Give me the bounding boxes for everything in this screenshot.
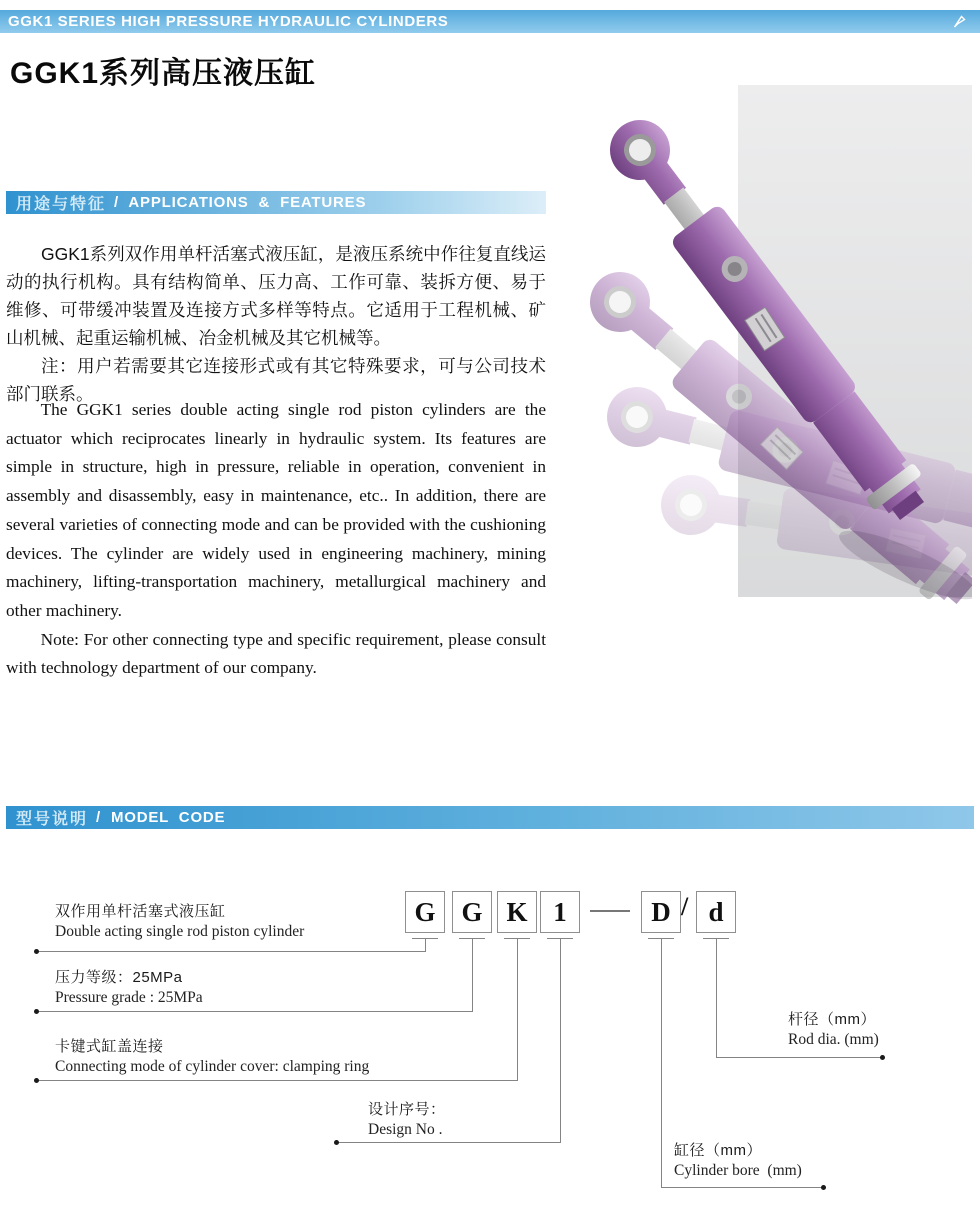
applications-text-en xyxy=(6,396,546,683)
callout-line-cylinder-bore xyxy=(661,1187,826,1188)
connector-v-3 xyxy=(517,939,518,1081)
callout-dot-pressure-grade xyxy=(34,1009,39,1014)
connector-v-4 xyxy=(560,939,561,1143)
connector-v-5 xyxy=(661,939,662,1188)
applications-header-zh: 用途与特征 xyxy=(16,196,107,213)
label-connecting-mode-zh: 卡键式缸盖连接 xyxy=(55,1038,164,1055)
callout-dot-connecting-mode xyxy=(34,1078,39,1083)
model-code-header xyxy=(6,806,974,829)
label-cylinder-bore xyxy=(674,1139,802,1180)
label-design-no-zh: 设计序号： xyxy=(368,1101,446,1118)
banner-title: GGK1 SERIES HIGH PRESSURE HYDRAULIC CYLINDERS xyxy=(8,13,449,30)
label-design-no-en: Design No . xyxy=(368,1121,443,1138)
code-dash-separator xyxy=(590,910,630,912)
callout-line-connecting-mode xyxy=(38,1080,518,1081)
connector-v-2 xyxy=(472,939,473,1012)
label-rod-dia xyxy=(788,1008,879,1049)
connector-v-6 xyxy=(716,939,717,1058)
callout-line-pressure-grade xyxy=(38,1011,473,1012)
applications-header-en: / APPLICATIONS & FEATURES xyxy=(114,194,367,211)
label-design-no xyxy=(368,1098,446,1139)
label-rod-dia-zh: 杆径（mm） xyxy=(788,1011,876,1028)
page-title: GGK1系列高压液压缸 xyxy=(10,57,317,90)
label-connecting-mode xyxy=(55,1035,369,1076)
model-code-header-zh: 型号说明 xyxy=(16,811,89,828)
applications-header xyxy=(6,191,546,214)
callout-dot-cylinder-bore xyxy=(821,1185,826,1190)
callout-line-cylinder-type xyxy=(38,951,426,952)
top-banner xyxy=(0,10,980,33)
applications-text-zh xyxy=(6,240,546,408)
code-box-5: D xyxy=(641,891,681,933)
label-cylinder-type xyxy=(55,900,304,941)
label-pressure-grade xyxy=(55,966,203,1007)
code-box-2: G xyxy=(452,891,492,933)
paragraph-zh-2: 注：用户若需要其它连接形式或有其它特殊要求，可与公司技术部门联系。 xyxy=(6,356,546,404)
callout-dot-design-no xyxy=(334,1140,339,1145)
label-cylinder-bore-zh: 缸径（mm） xyxy=(674,1142,762,1159)
paragraph-zh-1: GGK1系列双作用单杆活塞式液压缸，是液压系统中作往复直线运动的执行机构。具有结构简单、压力高、工作可靠、装拆方便、易于维修、可带缓冲装置及连接方式多样等特点。它适用于工程机械、矿山机械、起重运输机械、冶金机械及其它机械等。 xyxy=(6,244,546,348)
label-cylinder-type-zh: 双作用单杆活塞式液压缸 xyxy=(55,903,226,920)
model-code-header-en: / MODEL CODE xyxy=(96,809,226,826)
paragraph-en-2: Note: For other connecting type and specific requirement, please consult with technology department of our company. xyxy=(6,629,546,678)
callout-dot-cylinder-type xyxy=(34,949,39,954)
flag-icon xyxy=(951,13,968,35)
label-pressure-grade-en: Pressure grade : 25MPa xyxy=(55,989,203,1006)
code-box-3: K xyxy=(497,891,537,933)
label-rod-dia-en: Rod dia. (mm) xyxy=(788,1031,879,1048)
label-pressure-grade-zh: 压力等级：25MPa xyxy=(55,969,183,986)
code-slash-separator: / xyxy=(681,892,689,921)
code-box-4: 1 xyxy=(540,891,580,933)
label-cylinder-type-en: Double acting single rod piston cylinder xyxy=(55,923,305,940)
code-box-1: G xyxy=(405,891,445,933)
code-box-6: d xyxy=(696,891,736,933)
product-photo xyxy=(560,60,972,605)
callout-line-design-no xyxy=(338,1142,561,1143)
label-connecting-mode-en: Connecting mode of cylinder cover: clamping ring xyxy=(55,1058,370,1075)
callout-line-rod-dia xyxy=(716,1057,884,1058)
callout-dot-rod-dia xyxy=(880,1055,885,1060)
label-cylinder-bore-en: Cylinder bore (mm) xyxy=(674,1162,802,1179)
paragraph-en-1: The GGK1 series double acting single rod piston cylinders are the actuator which reciprocates linearly in hydraulic system. Its features are simple in structure, high in pressure, reliable in operation, convenient in assembly and disassembly, easy in maintenance, etc.. In addition, there are several varieties of connecting mode and can be provided with the cushioning devices. The cylinder are widely used in engineering machinery, mining machinery, lifting-transportation machinery, metallurgical machinery and other machinery. xyxy=(6,400,546,620)
